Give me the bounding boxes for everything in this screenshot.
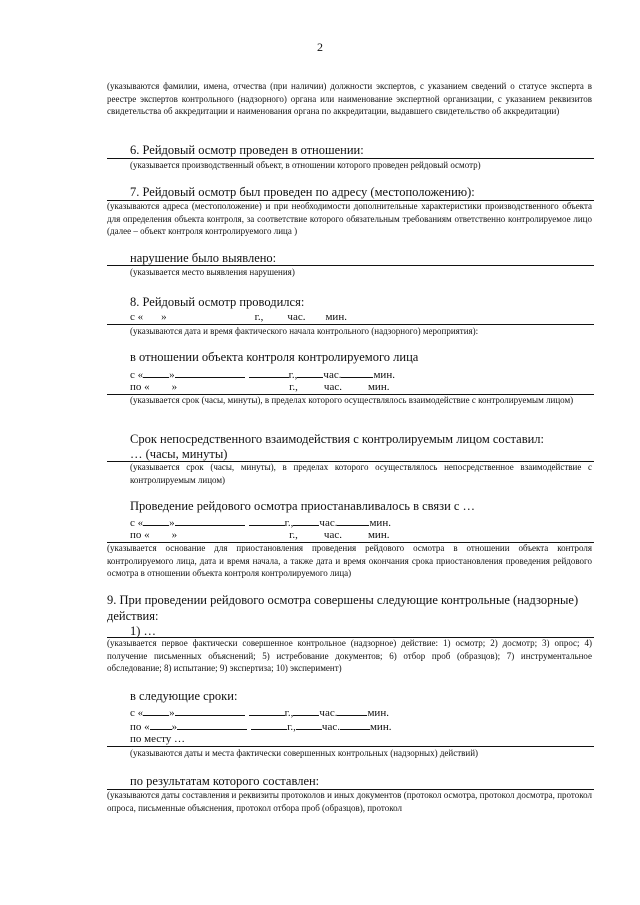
min-label: мин. (369, 721, 392, 733)
year-label: г., (289, 529, 298, 541)
day-blank (143, 515, 169, 526)
year-label: г., (289, 381, 298, 393)
hour-label: час. (323, 381, 342, 393)
direct-value: … (часы, минуты) (130, 447, 228, 461)
from-label: с « (130, 707, 144, 719)
min-label: мин. (373, 369, 395, 381)
hour-blank (293, 515, 319, 526)
quote-close: » (171, 381, 178, 393)
quote-close: » (171, 721, 178, 733)
minute-blank (341, 367, 373, 378)
violation-note: (указывается место выявления нарушения) (130, 267, 295, 277)
period-note: (указывается срок (часы, минуты), в пределах которого осуществлялось взаимодействие с контролируемым лицом) (130, 395, 574, 405)
dates-note: (указываются даты и места фактически совершенных контрольных (надзорных) действий) (130, 748, 479, 758)
start-datetime-row (130, 311, 347, 323)
quote-close: » (161, 311, 167, 323)
section-6-heading: 6. Рейдовый осмотр проведен в отношении: (130, 143, 364, 157)
year-blank (249, 515, 285, 526)
terms-from-row (130, 705, 389, 719)
min-label: мин. (367, 707, 389, 719)
section-7-heading: 7. Рейдовый осмотр был проведен по адресу (местоположению): (130, 185, 475, 199)
section-7-note: (указываются адреса (местоположение) и при необходимости дополнительные характеристики производственного объекта для определения объекта контроля, за соответствие которого обязательным требованиям ответственно контролируемое лицо (далее – объект контроля контролируемого лица ) (107, 201, 592, 236)
direct-note: (указывается срок (часы, минуты), в пределах которого осуществлялось непосредственное взаимодействие с контролируемым лицом) (130, 462, 592, 485)
min-label: мин. (369, 517, 391, 529)
month-blank (177, 719, 247, 730)
hour-blank (296, 719, 322, 730)
violation-label: нарушение было выявлено: (130, 251, 277, 265)
min-label: мин. (367, 529, 390, 541)
quote-close: » (169, 707, 175, 719)
min-label: мин. (325, 311, 347, 323)
hour-label: час. (321, 721, 340, 733)
experts-note: (указываются фамилии, имена, отчества (при наличии) должности экспертов, с указанием сведений о статусе эксперта в реестре экспертов контрольного (надзорного) органа или наименование экспертной организации, с указанием реквизитов свидетельства об аккредитации и наименования органа по аккредитации, выдавшего свидетельство об аккредитации) (107, 81, 592, 116)
terms-to-row (130, 719, 391, 733)
quote-close: » (169, 369, 175, 381)
section-9-heading: 9. При проведении рейдового осмотра совершены следующие контрольные (надзорные) действия: (107, 593, 579, 623)
hour-label: час. (319, 707, 338, 719)
day-blank (143, 367, 169, 378)
suspend-to-row (130, 529, 389, 541)
suspend-from-row (130, 515, 391, 529)
place-label: по месту … (130, 733, 186, 745)
hour-label: час. (323, 369, 342, 381)
hour-label: час. (323, 529, 342, 541)
year-blank (251, 719, 287, 730)
object-heading: в отношении объекта контроля контролируемого лица (130, 350, 419, 364)
year-label: г., (254, 311, 264, 323)
year-blank (249, 367, 289, 378)
from-label: с « (130, 311, 144, 323)
terms-heading: в следующие сроки: (130, 689, 238, 703)
to-label: по « (130, 381, 150, 393)
section-8-heading: 8. Рейдовый осмотр проводился: (130, 295, 305, 309)
from-label: с « (130, 517, 144, 529)
quote-close: » (171, 529, 178, 541)
object-from-row (130, 367, 395, 381)
min-label: мин. (367, 381, 390, 393)
year-label: г., (284, 707, 294, 719)
start-note: (указываются дата и время фактического начала контрольного (надзорного) мероприятия): (130, 326, 479, 336)
suspend-note: (указывается основание для приостановления проведения рейдового осмотра в отношении объекта контроля контролируемого лица, дата и время начала, а также дата и время окончания срока приостановления проведения рейдового осмотра в отношении объекта контроля контролируемого лица) (107, 543, 592, 578)
from-label: с « (130, 369, 144, 381)
minute-blank (337, 515, 369, 526)
suspend-heading: Проведение рейдового осмотра приостанавливалось в связи с … (130, 499, 476, 513)
minute-blank (337, 705, 367, 716)
to-label: по « (130, 529, 150, 541)
object-to-row (130, 381, 389, 393)
actions-note: (указывается первое фактически совершенное контрольное (надзорное) действие: 1) осмотр; 2) досмотр; 3) опрос; 4) получение письменных объяснений; 5) истребование документов; 6) отбор проб (образцов); 7) инструментальное обследование; 8) испытание; 9) экспертиза; 10) эксперимент) (107, 638, 592, 673)
year-label: г., (288, 369, 298, 381)
results-note: (указываются даты составления и реквизиты протоколов и иных документов (протокол осмотра, протокол досмотра, протокол опроса, письменные объяснения, протокол отбора проб (образцов), протокол (107, 790, 592, 813)
to-label: по « (130, 721, 150, 733)
day-blank (143, 705, 169, 716)
results-heading: по результатам которого составлен: (130, 774, 320, 788)
minute-blank (340, 719, 370, 730)
quote-close: » (169, 517, 175, 529)
page-number: 2 (317, 40, 323, 54)
year-label: г., (287, 721, 296, 733)
year-label: г., (284, 517, 294, 529)
direct-heading: Срок непосредственного взаимодействия с контролируемым лицом составил: (130, 432, 545, 446)
day-blank (150, 719, 172, 730)
month-blank (175, 705, 245, 716)
hour-blank (293, 705, 319, 716)
section-6-note: (указывается производственный объект, в отношении которого проведен рейдовый осмотр) (130, 160, 481, 170)
month-blank (175, 515, 245, 526)
hour-blank (297, 367, 323, 378)
month-blank (175, 367, 245, 378)
hour-label: час. (319, 517, 338, 529)
year-blank (249, 705, 285, 716)
hour-label: час. (287, 311, 306, 323)
action-item-1: 1) … (130, 624, 157, 638)
